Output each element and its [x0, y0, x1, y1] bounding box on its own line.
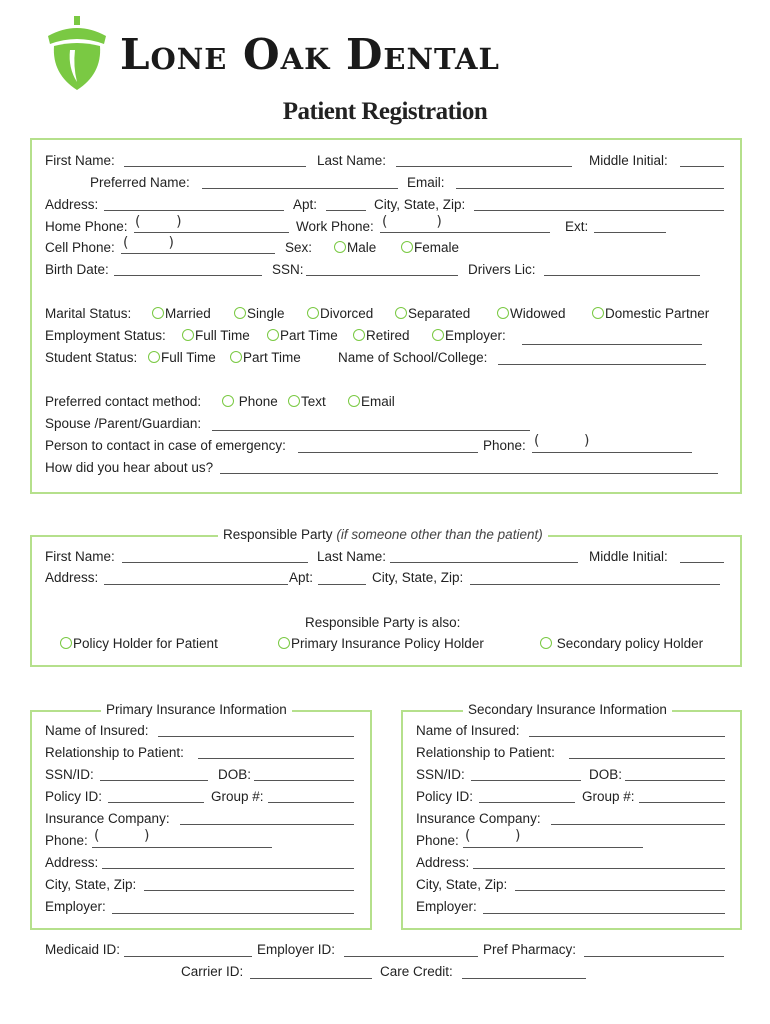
pi-policy-field[interactable] [108, 802, 204, 803]
preferred-name-label: Preferred Name: [90, 175, 190, 190]
apt-field[interactable] [326, 210, 366, 211]
page-title: Patient Registration [282, 98, 488, 125]
retired-radio[interactable] [353, 329, 365, 341]
pi-employer-field[interactable] [112, 913, 354, 914]
rp-last-name-field[interactable] [390, 562, 578, 563]
si-employer-field[interactable] [483, 913, 725, 914]
pi-ssn-label: SSN/ID: [45, 767, 94, 782]
middle-initial-field[interactable] [680, 166, 724, 167]
pi-company-field[interactable] [180, 824, 354, 825]
single-label: Single [247, 306, 285, 321]
rp-policy-holder-label: Policy Holder for Patient [73, 636, 218, 651]
marital-status-label: Marital Status: [45, 306, 132, 321]
marital-married-option[interactable] [152, 306, 211, 322]
marital-divorced-option[interactable] [307, 306, 373, 322]
part-time-radio[interactable] [267, 329, 279, 341]
responsible-legend-note: (if someone other than the patient) [336, 527, 543, 542]
preferred-name-field[interactable] [202, 188, 398, 189]
rp-is-also-label: Responsible Party is also: [305, 615, 461, 630]
carrier-id-label: Carrier ID: [181, 964, 244, 979]
employment-status-label: Employment Status: [45, 328, 166, 343]
emergency-label: Person to contact in case of emergency: [45, 438, 286, 453]
si-ssn-field[interactable] [471, 780, 581, 781]
marital-single-option[interactable] [234, 306, 285, 322]
ssn-label: SSN: [272, 262, 304, 277]
si-policy-label: Policy ID: [416, 789, 474, 804]
contact-phone-label: Phone [238, 394, 278, 409]
drivers-lic-label: Drivers Lic: [468, 262, 536, 277]
sex-female-option[interactable] [401, 240, 459, 256]
pi-phone-parens: ( ) [94, 828, 150, 844]
ext-field[interactable] [594, 232, 666, 233]
rp-secondary-holder-option[interactable] [540, 636, 703, 652]
si-employer-label: Employer: [416, 899, 477, 914]
preferred-contact-label: Preferred contact method: [45, 394, 202, 409]
work-phone-field[interactable] [380, 232, 550, 233]
si-dob-field[interactable] [625, 780, 725, 781]
male-label: Male [347, 240, 377, 255]
employer-id-label: Employer ID: [257, 942, 336, 957]
rp-primary-holder-label: Primary Insurance Policy Holder [291, 636, 484, 651]
pi-group-label: Group #: [211, 789, 264, 804]
pi-phone-field[interactable] [92, 847, 272, 848]
rp-city-label: City, State, Zip: [372, 570, 464, 585]
first-name-label: First Name: [45, 153, 115, 168]
emergency-phone-parens: ( ) [534, 433, 590, 449]
student-full-time-radio[interactable] [148, 351, 160, 363]
si-dob-label: DOB: [589, 767, 623, 782]
marital-widowed-option[interactable] [497, 306, 566, 322]
ext-label: Ext: [565, 219, 589, 234]
rp-secondary-holder-radio[interactable] [540, 637, 552, 649]
work-phone-label: Work Phone: [296, 219, 374, 234]
home-phone-label: Home Phone: [45, 219, 128, 234]
pi-dob-field[interactable] [254, 780, 354, 781]
medicaid-label: Medicaid ID: [45, 942, 121, 957]
responsible-party-legend [218, 527, 548, 543]
rp-city-field[interactable] [470, 584, 720, 585]
si-name-field[interactable] [529, 736, 725, 737]
rp-middle-initial-field[interactable] [680, 562, 724, 563]
carrier-id-field[interactable] [250, 978, 372, 979]
rp-last-name-label: Last Name: [317, 549, 387, 564]
si-company-field[interactable] [551, 824, 725, 825]
rp-primary-holder-radio[interactable] [278, 637, 290, 649]
first-name-field[interactable] [124, 166, 306, 167]
female-label: Female [414, 240, 460, 255]
medicaid-field[interactable] [124, 956, 252, 957]
apt-label: Apt: [293, 197, 318, 212]
school-field[interactable] [498, 364, 706, 365]
pharmacy-label: Pref Pharmacy: [483, 942, 577, 957]
student-full-time-label: Full Time [161, 350, 216, 365]
cell-phone-label: Cell Phone: [45, 240, 115, 255]
contact-text-label: Text [301, 394, 326, 409]
widowed-label: Widowed [510, 306, 566, 321]
secondary-insurance-legend: Secondary Insurance Information [463, 702, 672, 718]
contact-text-radio[interactable] [288, 395, 300, 407]
contact-email-label: Email [361, 394, 395, 409]
pi-ssn-field[interactable] [100, 780, 208, 781]
separated-label: Separated [408, 306, 471, 321]
full-time-label: Full Time [195, 328, 250, 343]
contact-phone-radio[interactable] [222, 395, 234, 407]
rp-address-label: Address: [45, 570, 99, 585]
contact-email-option[interactable] [348, 394, 395, 410]
employment-employer-option[interactable] [432, 328, 506, 344]
birth-date-label: Birth Date: [45, 262, 109, 277]
si-relationship-field[interactable] [569, 758, 725, 759]
marital-separated-option[interactable] [395, 306, 470, 322]
spouse-field[interactable] [212, 430, 530, 431]
address-label: Address: [45, 197, 99, 212]
si-policy-field[interactable] [479, 802, 575, 803]
cell-phone-parens: ( ) [123, 235, 174, 251]
email-field[interactable] [456, 188, 724, 189]
contact-text-option[interactable] [288, 394, 326, 410]
contact-email-radio[interactable] [348, 395, 360, 407]
email-label: Email: [407, 175, 445, 190]
emergency-field[interactable] [298, 452, 478, 453]
domestic-partner-label: Domestic Partner [605, 306, 710, 321]
work-phone-parens: ( ) [382, 214, 442, 230]
student-part-time-label: Part Time [243, 350, 301, 365]
pi-address-field[interactable] [102, 868, 354, 869]
acorn-logo-icon [44, 16, 110, 92]
employer-field[interactable] [522, 344, 702, 345]
pi-employer-label: Employer: [45, 899, 106, 914]
pi-city-label: City, State, Zip: [45, 877, 137, 892]
drivers-lic-field[interactable] [544, 275, 700, 276]
si-phone-label: Phone: [416, 833, 459, 848]
separated-radio[interactable] [395, 307, 407, 319]
female-radio[interactable] [401, 241, 413, 253]
si-group-label: Group #: [582, 789, 635, 804]
ssn-field[interactable] [306, 275, 458, 276]
middle-initial-label: Middle Initial: [589, 153, 668, 168]
care-credit-label: Care Credit: [380, 964, 453, 979]
pi-relationship-label: Relationship to Patient: [45, 745, 184, 760]
rp-policy-holder-option[interactable] [60, 636, 218, 652]
pharmacy-field[interactable] [584, 956, 724, 957]
male-radio[interactable] [334, 241, 346, 253]
rp-first-name-field[interactable] [122, 562, 308, 563]
spouse-label: Spouse /Parent/Guardian: [45, 416, 202, 431]
retired-label: Retired [366, 328, 410, 343]
divorced-label: Divorced [320, 306, 374, 321]
si-group-field[interactable] [639, 802, 725, 803]
student-part-time-option[interactable] [230, 350, 301, 366]
rp-policy-holder-radio[interactable] [60, 637, 72, 649]
rp-first-name-label: First Name: [45, 549, 115, 564]
si-ssn-label: SSN/ID: [416, 767, 465, 782]
emergency-phone-field[interactable] [532, 452, 692, 453]
last-name-label: Last Name: [317, 153, 387, 168]
rp-address-field[interactable] [104, 584, 288, 585]
student-part-time-radio[interactable] [230, 351, 242, 363]
pi-city-field[interactable] [144, 890, 354, 891]
pi-name-label: Name of Insured: [45, 723, 149, 738]
pi-company-label: Insurance Company: [45, 811, 170, 826]
rp-secondary-holder-label: Secondary policy Holder [556, 636, 704, 651]
married-label: Married [165, 306, 211, 321]
si-name-label: Name of Insured: [416, 723, 520, 738]
pi-relationship-field[interactable] [198, 758, 354, 759]
si-address-label: Address: [416, 855, 470, 870]
si-company-label: Insurance Company: [416, 811, 541, 826]
pi-phone-label: Phone: [45, 833, 88, 848]
contact-phone-option[interactable] [222, 394, 278, 410]
hear-about-label: How did you hear about us? [45, 460, 214, 475]
birth-date-field[interactable] [114, 275, 262, 276]
si-phone-parens: ( ) [465, 828, 521, 844]
student-status-label: Student Status: [45, 350, 138, 365]
si-address-field[interactable] [473, 868, 725, 869]
rp-apt-field[interactable] [318, 584, 366, 585]
address-field[interactable] [104, 210, 284, 211]
sex-label: Sex: [285, 240, 313, 255]
employer-label: Employer: [445, 328, 506, 343]
pi-policy-label: Policy ID: [45, 789, 103, 804]
student-full-time-option[interactable] [148, 350, 216, 366]
rp-primary-holder-option[interactable] [278, 636, 484, 652]
part-time-label: Part Time [280, 328, 338, 343]
city-state-zip-field[interactable] [474, 210, 724, 211]
marital-domestic-partner-option[interactable] [592, 306, 709, 322]
last-name-field[interactable] [396, 166, 572, 167]
pi-name-field[interactable] [158, 736, 354, 737]
employment-retired-option[interactable] [353, 328, 410, 344]
married-radio[interactable] [152, 307, 164, 319]
brand-name: Lone Oak Dental [120, 30, 500, 79]
widowed-radio[interactable] [497, 307, 509, 319]
hear-about-field[interactable] [220, 473, 718, 474]
school-label: Name of School/College: [338, 350, 488, 365]
emergency-phone-label: Phone: [483, 438, 526, 453]
primary-insurance-legend: Primary Insurance Information [101, 702, 292, 718]
si-relationship-label: Relationship to Patient: [416, 745, 555, 760]
si-city-field[interactable] [515, 890, 725, 891]
full-time-radio[interactable] [182, 329, 194, 341]
rp-apt-label: Apt: [289, 570, 314, 585]
employment-part-time-option[interactable] [267, 328, 338, 344]
si-city-label: City, State, Zip: [416, 877, 508, 892]
responsible-legend-title: Responsible Party [223, 527, 333, 542]
single-radio[interactable] [234, 307, 246, 319]
care-credit-field[interactable] [462, 978, 586, 979]
cell-phone-field[interactable] [121, 253, 275, 254]
employer-id-field[interactable] [344, 956, 478, 957]
si-phone-field[interactable] [463, 847, 643, 848]
employer-radio[interactable] [432, 329, 444, 341]
city-state-zip-label: City, State, Zip: [374, 197, 466, 212]
home-phone-field[interactable] [134, 232, 289, 233]
pi-address-label: Address: [45, 855, 99, 870]
employment-full-time-option[interactable] [182, 328, 250, 344]
pi-group-field[interactable] [268, 802, 354, 803]
divorced-radio[interactable] [307, 307, 319, 319]
domestic-partner-radio[interactable] [592, 307, 604, 319]
rp-middle-initial-label: Middle Initial: [589, 549, 668, 564]
sex-male-option[interactable] [334, 240, 376, 256]
pi-dob-label: DOB: [218, 767, 252, 782]
home-phone-parens: ( ) [135, 214, 182, 230]
